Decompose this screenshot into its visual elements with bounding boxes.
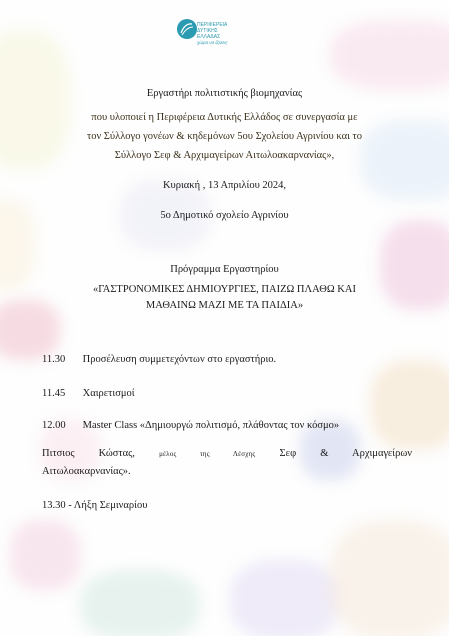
schedule-item <box>42 418 339 434</box>
speaker-org: Αιτωλοακαρνανίας». <box>42 466 131 477</box>
flyer-content <box>32 86 417 314</box>
logo-line: ΔΥΤΙΚΗΣ <box>197 28 218 34</box>
logo-line: ΕΛΛΑΔΑΣ <box>197 34 221 40</box>
event-title: Εργαστήρι πολιτιστικής βιομηχανίας <box>146 88 303 99</box>
schedule-text: 13.30 - Λήξη Σεμιναρίου <box>42 500 148 511</box>
schedule-item <box>42 464 131 480</box>
intro-line: τον Σύλλογο γονέων & κηδεμόνων 5ου Σχολείου Αγρινίου και το <box>86 131 363 142</box>
event-date: Κυριακή , 13 Απριλίου 2024, <box>162 180 287 191</box>
speaker-name: Πιτσιος Κώστας, <box>42 448 135 459</box>
program-subtitle: ΜΑΘΑΙΝΩ ΜΑΖΙ ΜΕ ΤΑ ΠΑΙΔΙΑ» <box>145 300 304 311</box>
program-subtitle: «ΓΑΣΤΡΟΝΟΜΙΚΕΣ ΔΗΜΙΟΥΡΓΙΕΣ, ΠΑΙΖΩ ΠΛΑΘΩ ΚΑΙ <box>93 284 356 295</box>
speaker-role: μέλος της Λέσχης <box>159 450 256 458</box>
schedule-text: Χαιρετισμοί <box>82 388 135 399</box>
logo-line: ΠΕΡΙΦΕΡΕΙΑ <box>197 22 228 28</box>
region-logo-text <box>197 22 228 46</box>
schedule-time: 11.45 <box>42 388 66 399</box>
schedule-item <box>42 446 412 462</box>
region-logo-icon <box>176 18 198 40</box>
schedule-text: Προσέλευση συμμετεχόντων στο εργαστήριο. <box>82 354 277 365</box>
schedule-item <box>42 386 135 402</box>
logo-tagline: χώρα να ζήσεις <box>197 40 228 45</box>
schedule-item <box>42 352 276 368</box>
schedule-time: 12.00 <box>42 420 66 431</box>
schedule-time: 11.30 <box>42 354 66 365</box>
region-logo <box>176 14 276 60</box>
schedule-text: Master Class «Δημιουργώ πολιτισμό, πλάθοντας τον κόσμο» <box>82 420 340 431</box>
intro-line: που υλοποιεί η Περιφέρεια Δυτικής Ελλάδος σε συνεργασία με <box>91 112 358 123</box>
speaker-org: Σεφ & Αρχιμαγείρων <box>279 448 413 459</box>
schedule-item <box>42 498 147 514</box>
event-place: 5ο Δημοτικό σχολείο Αγρινίου <box>160 210 289 221</box>
program-title: Πρόγραμμα Εργαστηρίου <box>170 264 279 275</box>
intro-line: Σύλλογο Σεφ & Αρχιμαγείρων Αιτωλοακαρνανίας», <box>114 150 335 161</box>
